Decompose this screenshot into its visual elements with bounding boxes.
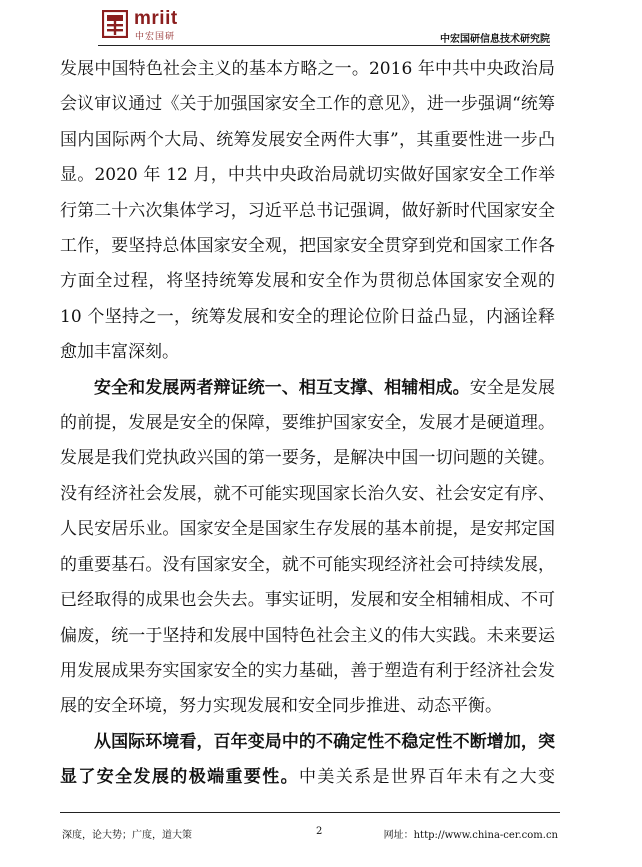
paragraph-3 bbox=[60, 725, 555, 796]
paragraph-1: 发展中国特色社会主义的基本方略之一。2016 年中共中央政治局会议审议通过《关于加强国家安全工作的意见》，进一步强调“统筹国内国际两个大局、统筹发展安全两件大事”，其重要性进一步凸显。2020 年 12 月，中共中央政治局就切实做好国家安全工作举行第二十六次集体学习，习近平总书记强调，做好新时代国家安全工作，要坚持总体国家安全观，把国家安全贯穿到党和国家工作各方面全过程，将坚持统筹发展和安全作为贯彻总体国家安全观的 10 个坚持之一，统筹发展和安全的理论位阶日益凸显，内涵诠释愈加丰富深刻。 bbox=[60, 59, 555, 363]
document-body bbox=[60, 52, 555, 796]
header-divider bbox=[98, 45, 550, 46]
footer-slogan: 深度，论大势；广度，道大策 bbox=[62, 830, 192, 841]
institute-name: 中宏国研信息技术研究院 bbox=[440, 34, 550, 45]
paragraph-2 bbox=[60, 371, 555, 725]
paragraph-2-lead: 安全和发展两者辩证统一、相互支撑、相辅相成。 bbox=[94, 377, 470, 398]
logo bbox=[102, 10, 232, 40]
logo-text-en: mriit bbox=[134, 8, 178, 29]
paragraph-3-lead: 从国际环境看，百年变局中的不确定性不稳定性不断增加，突显了安全发展的极端重要性。 bbox=[60, 731, 555, 788]
logo-mark-icon bbox=[102, 10, 128, 38]
paragraph-2-text: 安全是发展的前提，发展是安全的保障，要维护国家安全，发展才是硬道理。发展是我们党执政兴国的第一要务，是解决中国一切问题的关键。没有经济社会发展，就不可能实现国家长治久安、社会安定有序、人民安居乐业。国家安全是国家生存发展的基本前提，是安邦定国的重要基石。没有国家安全，就不可能实现经济社会可持续发展，已经取得的成果也会失去。事实证明，发展和安全相辅相成、不可偏废，统一于坚持和发展中国特色社会主义的伟大实践。未来要运用发展成果夯实国家安全的实力基础，善于塑造有利于经济社会发展的安全环境，努力实现发展和安全同步推进、动态平衡。 bbox=[60, 377, 556, 717]
page-header bbox=[0, 0, 642, 48]
page-number: 2 bbox=[316, 826, 323, 837]
footer-divider bbox=[60, 812, 560, 813]
logo-text-cn: 中宏国研 bbox=[135, 31, 176, 41]
page-footer bbox=[0, 812, 642, 852]
footer-website: 网址：http://www.china-cer.com.cn bbox=[383, 830, 558, 841]
paragraph-3-text: 中美关系是世界百年未有之大变 bbox=[299, 767, 555, 788]
